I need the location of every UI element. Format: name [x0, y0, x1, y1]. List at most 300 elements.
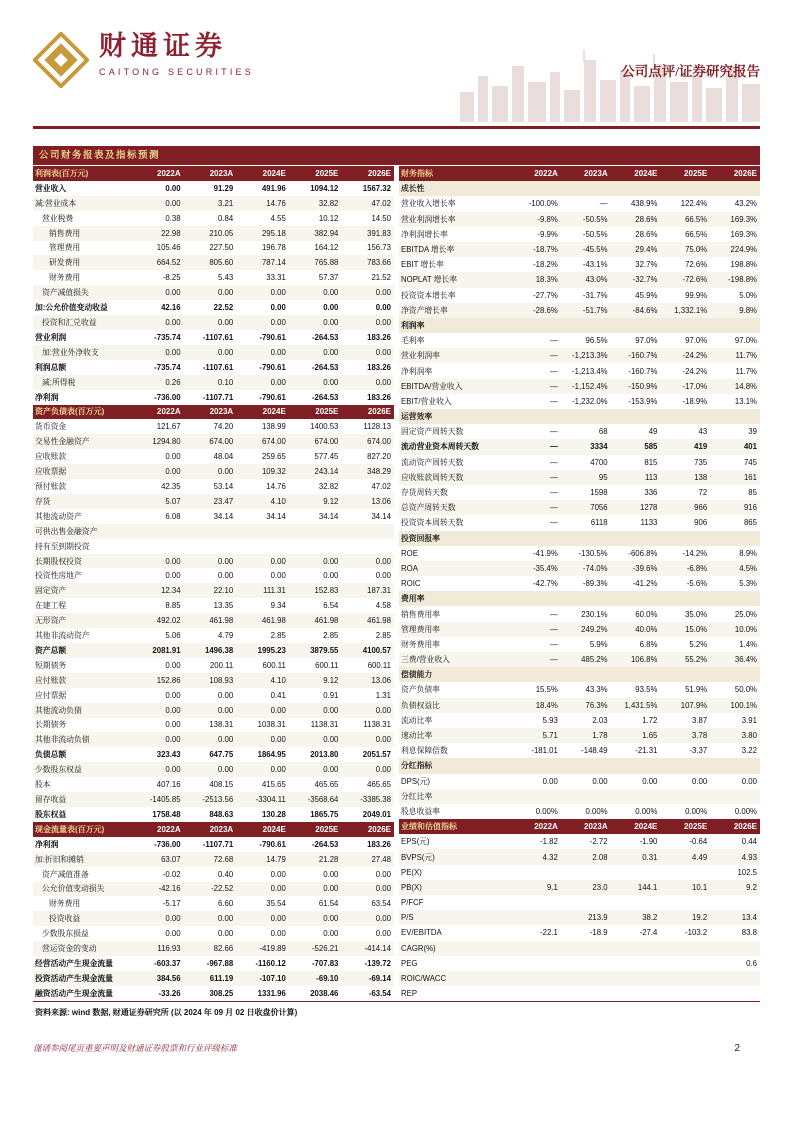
cell-value: -31.7%: [582, 290, 608, 300]
cell-value: 2.85: [323, 631, 339, 641]
cell-value: 465.65: [314, 780, 339, 790]
table-row: [33, 762, 394, 777]
cell-value: 577.45: [314, 452, 339, 462]
row-label: EBITDA/营业收入: [401, 381, 463, 391]
table-row: [33, 941, 394, 956]
cell-value: -100.0%: [528, 199, 558, 209]
cell-value: -27.4: [639, 928, 658, 938]
cell-value: 465.65: [367, 780, 391, 790]
cell-value: 9.8%: [739, 305, 757, 315]
row-label: 资产总额: [35, 645, 67, 655]
cell-value: 111.31: [263, 586, 286, 596]
cell-value: 2.08: [592, 852, 608, 862]
cell-value: 43.2%: [734, 199, 757, 209]
row-label: 营业收入: [35, 183, 67, 193]
row-label: 财务费用率: [401, 639, 440, 649]
cell-value: 1758.48: [152, 809, 181, 819]
cell-value: -735.74: [154, 362, 181, 372]
cell-value: 391.83: [367, 228, 391, 238]
section-title: 投资回报率: [401, 533, 440, 543]
table-row: [399, 546, 760, 561]
cell-value: -18.7%: [533, 245, 558, 255]
table-title: 业绩和估值指标: [401, 822, 457, 832]
year-header: 2022A: [157, 407, 181, 417]
row-label: P/FCF: [401, 898, 424, 908]
cell-value: 0.00: [270, 765, 286, 775]
cell-value: -1107.71: [202, 392, 234, 402]
cell-value: 0.00: [323, 288, 339, 298]
year-header: 2026E: [367, 824, 391, 834]
cell-value: 765.88: [314, 258, 339, 268]
year-header: 2024E: [634, 169, 658, 179]
cell-value: 0.00: [218, 765, 234, 775]
row-label: EBITDA 增长率: [401, 245, 455, 255]
cell-value: 35.0%: [685, 609, 708, 619]
cell-value: -8.25: [162, 273, 181, 283]
cell-value: 43.0%: [585, 275, 608, 285]
cell-value: 585: [644, 442, 658, 452]
cell-value: 60.0%: [635, 609, 658, 619]
cell-value: 0.00: [165, 690, 181, 700]
table-row: [33, 345, 394, 360]
caitong-logo-icon: [33, 32, 89, 88]
cell-value: 0.00: [165, 660, 181, 670]
cell-value: 72: [698, 488, 708, 498]
row-label: 股本: [35, 780, 51, 790]
cell-value: -18.9: [589, 928, 608, 938]
cell-value: 0.00: [165, 735, 181, 745]
cell-value: -264.53: [311, 392, 339, 402]
table-row: [33, 479, 394, 494]
table-row: [33, 926, 394, 941]
row-label: 净资产增长率: [401, 305, 448, 315]
table-row: [399, 303, 760, 318]
row-label: ROE: [401, 548, 418, 558]
cell-value: -17.0%: [682, 381, 708, 391]
table-row: [33, 807, 394, 822]
cell-value: 72.6%: [685, 260, 708, 270]
cell-value: 9.34: [270, 601, 286, 611]
cell-value: 34.14: [213, 511, 234, 521]
row-label: 应付账款: [35, 675, 67, 685]
cell-value: 0.00%: [635, 806, 658, 816]
cell-value: 48.04: [213, 452, 234, 462]
cell-value: 43: [698, 427, 708, 437]
cell-value: 1598: [590, 488, 608, 498]
section-header-row: [399, 591, 760, 606]
cell-value: 83.8: [741, 928, 757, 938]
cell-value: 198.8%: [730, 260, 757, 270]
table-row: [33, 449, 394, 464]
cell-value: 4.58: [375, 601, 391, 611]
row-label: P/S: [401, 913, 414, 923]
cell-value: 34.14: [318, 511, 339, 521]
cell-value: 108.93: [209, 675, 234, 685]
cell-value: 4.10: [270, 496, 286, 506]
table-row: [33, 882, 394, 897]
cell-value: 6.8%: [639, 639, 658, 649]
cell-value: 0.00: [542, 776, 558, 786]
cell-value: 0.00: [270, 556, 286, 566]
table-row: [399, 455, 760, 470]
cell-value: 0.00: [323, 303, 339, 313]
cell-value: 0.00: [375, 765, 391, 775]
cell-value: -198.8%: [727, 275, 757, 285]
cell-value: 0.00: [218, 571, 234, 581]
cell-value: —: [550, 351, 558, 361]
cell-value: -69.10: [316, 973, 339, 983]
cell-value: -1.90: [639, 837, 658, 847]
cell-value: -74.0%: [582, 563, 608, 573]
cell-value: 3.78: [692, 731, 708, 741]
cell-value: -1.82: [540, 837, 558, 847]
cell-value: 5.9%: [589, 639, 608, 649]
cell-value: 865: [743, 518, 757, 528]
year-header: 2022A: [157, 824, 181, 834]
cell-value: —: [550, 427, 558, 437]
cell-value: —: [599, 199, 608, 209]
cell-value: 14.76: [266, 198, 286, 208]
table-row: [33, 688, 394, 703]
cell-value: -735.74: [154, 332, 181, 342]
cell-value: 210.05: [209, 228, 234, 238]
section-title: 利润率: [401, 320, 425, 330]
cell-value: -790.61: [259, 362, 286, 372]
cell-value: 848.63: [209, 809, 234, 819]
table-row: [33, 554, 394, 569]
table-row: [399, 485, 760, 500]
cell-value: 47.02: [371, 198, 391, 208]
cell-value: -33.26: [158, 988, 181, 998]
cell-value: 161: [743, 472, 757, 482]
row-label: 财务费用: [49, 899, 81, 909]
cell-value: 13.35: [213, 601, 234, 611]
table-row: [33, 777, 394, 792]
cell-value: 2049.01: [362, 809, 391, 819]
cell-value: 96.5%: [585, 336, 608, 346]
cell-value: 183.26: [367, 839, 391, 849]
page-header: [33, 28, 760, 118]
table-row: [33, 613, 394, 628]
cell-value: 5.43: [218, 273, 234, 283]
cell-value: 5.93: [542, 715, 558, 725]
cell-value: 407.16: [156, 780, 181, 790]
cell-value: -9.9%: [537, 229, 558, 239]
row-label: 融资活动产生现金流量: [35, 988, 113, 998]
cell-value: 1400.53: [310, 422, 339, 432]
row-label: 固定资产周转天数: [401, 427, 464, 437]
table-row: [399, 515, 760, 530]
cell-value: —: [550, 639, 558, 649]
row-label: EV/EBITDA: [401, 928, 442, 938]
row-label: EBIT/营业收入: [401, 396, 452, 406]
cell-value: -72.6%: [682, 275, 708, 285]
row-label: 存货: [35, 496, 51, 506]
cell-value: -3385.38: [360, 795, 391, 805]
cell-value: 0.00: [323, 914, 339, 924]
cell-value: -43.1%: [582, 260, 608, 270]
table-header-row: [399, 166, 760, 181]
row-label: NOPLAT 增长率: [401, 275, 458, 285]
cell-value: 13.4: [741, 913, 757, 923]
cell-value: -9.8%: [537, 214, 558, 224]
table-header-row: [33, 822, 394, 837]
cell-value: -419.89: [259, 944, 286, 954]
row-label: 加:公允价值变动收益: [35, 303, 108, 313]
table-row: [33, 300, 394, 315]
row-label: 持有至到期投资: [35, 541, 90, 551]
cell-value: 13.06: [371, 675, 391, 685]
cell-value: 647.75: [209, 750, 234, 760]
cell-value: 47.02: [371, 481, 391, 491]
cell-value: —: [550, 336, 558, 346]
cell-value: -84.6%: [632, 305, 658, 315]
table-row: [399, 288, 760, 303]
table-row: [399, 698, 760, 713]
year-header: 2026E: [367, 168, 391, 178]
cell-value: 0.00: [165, 452, 181, 462]
row-label: 管理费用: [49, 243, 81, 253]
table-row: [399, 606, 760, 621]
cell-value: 1864.95: [257, 750, 286, 760]
row-label: REP: [401, 989, 418, 999]
cell-value: -160.7%: [628, 351, 658, 361]
cell-value: 1278: [640, 503, 658, 513]
cell-value: -0.64: [689, 837, 708, 847]
cell-value: 5.0%: [739, 290, 757, 300]
section-title: 运营效率: [401, 412, 433, 422]
cell-value: —: [550, 624, 558, 634]
cell-value: 408.15: [209, 780, 234, 790]
row-label: 负债总额: [35, 750, 67, 760]
cell-value: 0.00: [270, 869, 286, 879]
row-label: 净利润增长率: [401, 229, 448, 239]
cell-value: 187.31: [367, 586, 391, 596]
row-label: 存货周转天数: [401, 488, 448, 498]
row-label: 总资产周转天数: [401, 503, 456, 513]
cell-value: -414.14: [364, 944, 391, 954]
row-label: 流动比率: [401, 715, 433, 725]
cell-value: 9.1: [546, 882, 558, 892]
right-column: [399, 166, 760, 1001]
cell-value: —: [550, 457, 558, 467]
cell-value: 0.00: [218, 347, 234, 357]
cell-value: 0.00: [323, 571, 339, 581]
cell-value: 0.00: [165, 467, 181, 477]
row-label: 资产负债率: [401, 685, 440, 695]
cell-value: -1,213.4%: [572, 366, 608, 376]
row-label: 营业税费: [42, 213, 74, 223]
cell-value: 106.8%: [630, 655, 658, 665]
cell-value: -50.5%: [582, 229, 608, 239]
cell-value: -6.8%: [686, 563, 708, 573]
cell-value: 116.93: [157, 944, 181, 954]
cell-value: 0.00: [270, 914, 286, 924]
cell-value: 295.18: [261, 228, 286, 238]
year-header: 2024E: [262, 824, 286, 834]
cell-value: 2038.46: [310, 988, 339, 998]
row-label: 应收票据: [35, 467, 67, 477]
row-label: ROIC: [401, 579, 421, 589]
cell-value: -103.2: [685, 928, 708, 938]
cell-value: -1107.71: [202, 839, 234, 849]
row-label: 短期债务: [35, 660, 67, 670]
cell-value: 1,332.1%: [674, 305, 708, 315]
cell-value: 85: [748, 488, 757, 498]
table-title: 现金流量表(百万元): [35, 824, 105, 834]
cell-value: 461.98: [367, 616, 391, 626]
table-row: [399, 576, 760, 591]
cell-value: 0.00: [218, 467, 234, 477]
cell-value: 0.00: [218, 735, 234, 745]
cell-value: 916: [743, 503, 757, 513]
cell-value: 674.00: [261, 437, 286, 447]
cell-value: 169.3%: [730, 229, 757, 239]
cell-value: -41.2%: [632, 579, 658, 589]
row-label: 资产减值损失: [42, 288, 89, 298]
cell-value: 43.3%: [585, 685, 608, 695]
cell-value: 0.00: [375, 347, 391, 357]
cell-value: 3334: [590, 442, 608, 452]
cell-value: 2.85: [375, 631, 391, 641]
cell-value: 25.0%: [734, 609, 757, 619]
row-label: 利息保障倍数: [401, 746, 448, 756]
cell-value: 183.26: [367, 332, 391, 342]
row-label: 留存收益: [35, 795, 67, 805]
table-row: [33, 628, 394, 643]
cell-value: 5.07: [165, 496, 181, 506]
cell-value: 0.00: [218, 318, 234, 328]
cell-value: -181.01: [531, 746, 558, 756]
cell-value: 815: [644, 457, 658, 467]
cell-value: 0.00: [323, 377, 339, 387]
cell-value: 51.9%: [685, 685, 708, 695]
cell-value: 0.38: [165, 213, 181, 223]
cell-value: —: [550, 366, 558, 376]
cell-value: 1094.12: [310, 183, 339, 193]
row-label: 股东权益: [35, 809, 67, 819]
row-label: DPS(元): [401, 776, 431, 786]
cell-value: 5.3%: [739, 579, 757, 589]
cell-value: 53.14: [213, 481, 234, 491]
cell-value: 0.00: [270, 288, 286, 298]
table-row: [399, 439, 760, 454]
cell-value: -139.72: [364, 958, 391, 968]
table-row: [33, 509, 394, 524]
row-label: 负债权益比: [401, 700, 440, 710]
row-label: 减:营业成本: [35, 198, 77, 208]
cell-value: -1405.85: [149, 795, 181, 805]
cell-value: 8.85: [165, 601, 181, 611]
cell-value: 230.1%: [581, 609, 608, 619]
cell-value: 0.00: [323, 705, 339, 715]
cell-value: 1.72: [642, 715, 658, 725]
row-label: 在建工程: [35, 601, 67, 611]
cell-value: -42.16: [158, 884, 181, 894]
row-label: 投资性房地产: [35, 571, 82, 581]
cell-value: -18.9%: [682, 396, 708, 406]
year-header: 2026E: [367, 407, 391, 417]
year-header: 2023A: [209, 168, 234, 178]
cell-value: 461.98: [209, 616, 234, 626]
table-row: [33, 494, 394, 509]
row-label: PEG: [401, 958, 418, 968]
cell-value: 0.00: [165, 929, 181, 939]
table-row: [399, 196, 760, 211]
cell-value: 415.65: [261, 780, 286, 790]
cell-value: 0.00: [165, 571, 181, 581]
cell-value: -130.5%: [578, 548, 608, 558]
row-label: EBIT 增长率: [401, 260, 444, 270]
cell-value: 1995.23: [257, 645, 286, 655]
cell-value: 152.86: [156, 675, 181, 685]
cell-value: 2081.91: [152, 645, 181, 655]
cell-value: 1038.31: [257, 720, 286, 730]
table-row: [33, 971, 394, 986]
cell-value: -51.7%: [582, 305, 608, 315]
row-label: 可供出售金融资产: [35, 526, 98, 536]
cell-value: 18.4%: [535, 700, 558, 710]
cell-value: -14.2%: [682, 548, 708, 558]
row-label: 研发费用: [49, 258, 81, 268]
cell-value: 4700: [590, 457, 608, 467]
table-title: 资产负债表(百万元): [35, 407, 105, 417]
row-label: 应收账款: [35, 452, 67, 462]
cell-value: 33.31: [266, 273, 286, 283]
cell-value: -1107.61: [202, 362, 234, 372]
row-label: 应收账款周转天数: [401, 472, 464, 482]
table-row: [33, 732, 394, 747]
table-row: [399, 637, 760, 652]
row-label: 分红比率: [401, 791, 433, 801]
cell-value: 9.12: [323, 675, 339, 685]
cell-value: 68: [598, 427, 608, 437]
cell-value: 461.98: [314, 616, 339, 626]
row-label: 营运资金的变动: [42, 944, 97, 954]
cell-value: 183.26: [367, 362, 391, 372]
cell-value: 4.93: [741, 852, 757, 862]
row-label: 预付账款: [35, 481, 67, 491]
table-row: [33, 539, 394, 554]
cell-value: 1567.32: [362, 183, 391, 193]
cell-value: 99.9%: [685, 290, 708, 300]
cell-value: 0.00: [323, 929, 339, 939]
cell-value: -63.54: [368, 988, 391, 998]
cell-value: —: [550, 503, 558, 513]
row-label: ROA: [401, 563, 418, 573]
cell-value: 18.3%: [535, 275, 558, 285]
table-row: [33, 852, 394, 867]
cell-value: 0.00: [218, 690, 234, 700]
cell-value: 419: [694, 442, 708, 452]
row-label: 股息收益率: [401, 806, 440, 816]
year-header: 2023A: [584, 822, 608, 832]
cell-value: 0.00: [592, 776, 608, 786]
table-row: [399, 242, 760, 257]
cell-value: -736.00: [154, 392, 181, 402]
table-row: [399, 941, 760, 956]
cell-value: 0.00: [165, 288, 181, 298]
table-row: [33, 360, 394, 375]
table-row: [33, 867, 394, 882]
table-row: [399, 713, 760, 728]
cell-value: 224.9%: [730, 245, 757, 255]
row-label: 毛利率: [401, 336, 425, 346]
cell-value: -1,213.3%: [572, 351, 608, 361]
cell-value: 138: [694, 472, 708, 482]
cell-value: 66.5%: [685, 229, 708, 239]
cell-value: 29.4%: [635, 245, 658, 255]
